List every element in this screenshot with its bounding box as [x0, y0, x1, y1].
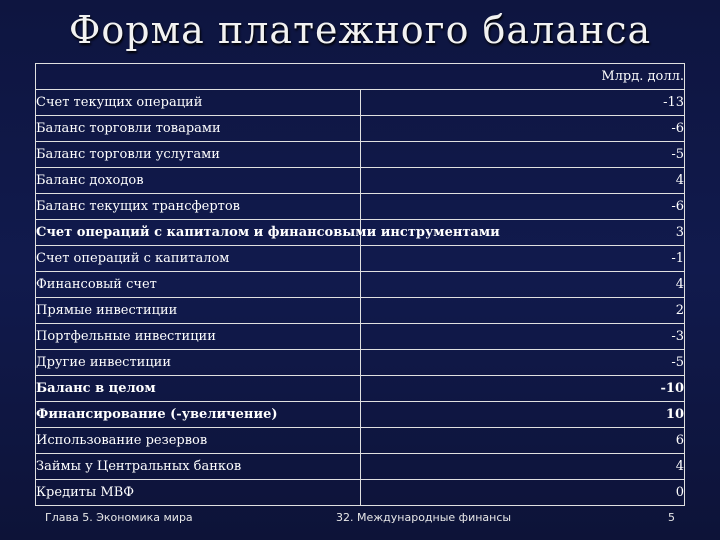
row-label: Финансовый счет — [36, 272, 361, 298]
table-row — [36, 194, 685, 220]
table-row — [36, 90, 685, 116]
table-row — [36, 376, 685, 402]
row-label: Финансирование (-увеличение) — [36, 402, 361, 428]
row-label: Кредиты МВФ — [36, 480, 361, 506]
slide-title: Форма платежного баланса — [68, 8, 652, 52]
row-value: -1 — [360, 246, 685, 272]
row-label: Портфельные инвестиции — [36, 324, 361, 350]
row-label: Баланс в целом — [36, 376, 361, 402]
table-row — [36, 220, 685, 246]
row-value: 3 — [360, 220, 685, 246]
table-row — [36, 142, 685, 168]
table-row — [36, 116, 685, 142]
row-value: -13 — [360, 90, 685, 116]
footer-section: 32. Международные финансы — [336, 511, 512, 524]
row-label: Баланс текущих трансфертов — [36, 194, 361, 220]
row-label: Баланс торговли товарами — [36, 116, 361, 142]
row-value: 0 — [360, 480, 685, 506]
table-row — [36, 428, 685, 454]
row-label: Прямые инвестиции — [36, 298, 361, 324]
row-value: 4 — [360, 272, 685, 298]
row-value: 10 — [360, 402, 685, 428]
row-label: Использование резервов — [36, 428, 361, 454]
row-label: Баланс торговли услугами — [36, 142, 361, 168]
table-row — [36, 246, 685, 272]
footer-chapter: Глава 5. Экономика мира — [45, 511, 193, 524]
row-label: Счет текущих операций — [36, 90, 361, 116]
row-label: Счет операций с капиталом — [36, 246, 361, 272]
table-row — [36, 350, 685, 376]
row-value: -6 — [360, 194, 685, 220]
row-value: 4 — [360, 168, 685, 194]
table-row — [36, 402, 685, 428]
table-row — [36, 168, 685, 194]
row-label: Баланс доходов — [36, 168, 361, 194]
page-number: 5 — [668, 511, 675, 524]
table-row — [36, 454, 685, 480]
row-value: 2 — [360, 298, 685, 324]
row-value: -5 — [360, 350, 685, 376]
row-value: 6 — [360, 428, 685, 454]
row-label: Счет операций с капиталом и финансовыми инструментами — [36, 220, 361, 246]
row-value: -6 — [360, 116, 685, 142]
row-value: -10 — [360, 376, 685, 402]
row-value: -3 — [360, 324, 685, 350]
table-row — [36, 272, 685, 298]
table-row — [36, 324, 685, 350]
table-row — [36, 298, 685, 324]
row-value: 4 — [360, 454, 685, 480]
row-label: Займы у Центральных банков — [36, 454, 361, 480]
row-label: Другие инвестиции — [36, 350, 361, 376]
unit-label: Млрд. долл. — [36, 64, 685, 90]
balance-table — [35, 63, 685, 506]
row-value: -5 — [360, 142, 685, 168]
unit-row — [36, 64, 685, 90]
table-row — [36, 480, 685, 506]
